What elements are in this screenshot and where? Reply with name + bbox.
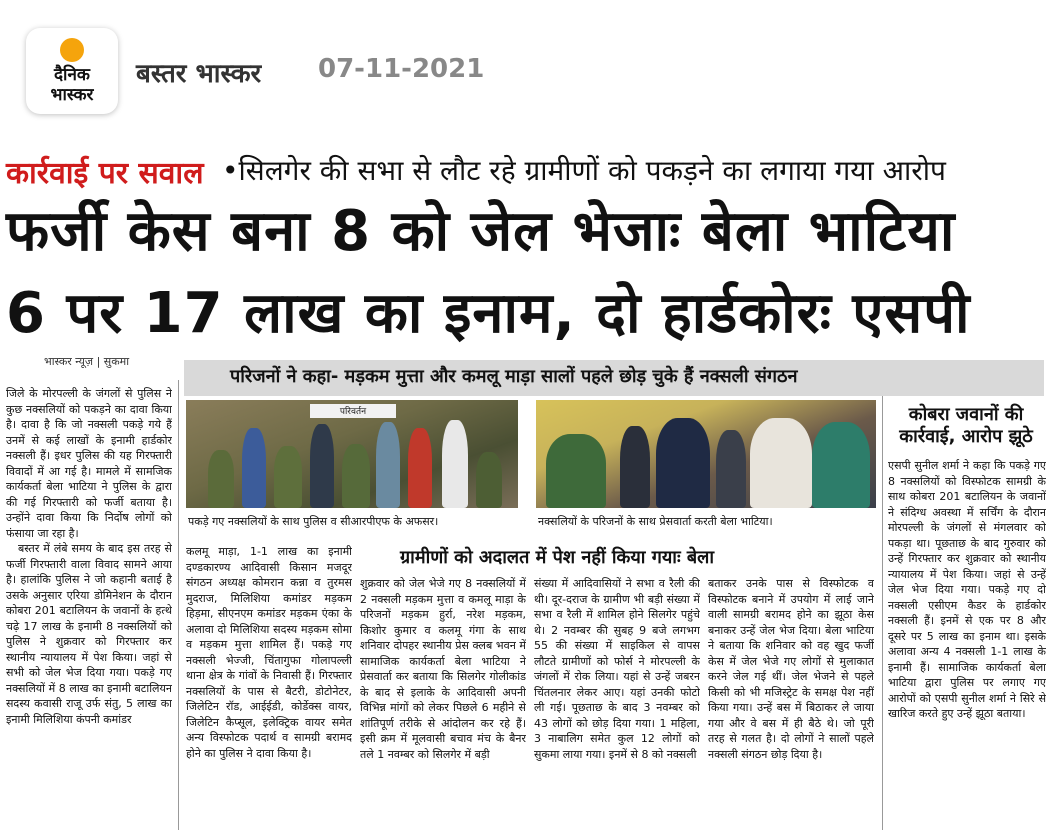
kicker: कार्रवाई पर सवाल xyxy=(6,156,204,191)
column-divider xyxy=(178,380,179,830)
paragraph: शुक्रवार को जेल भेजे गए 8 नक्सलियों में 2 नक्सली मड़कम मुत्ता व कमलू माड़ा के परिजनों मड़कम हुर्रा, नरेश मड़कम, किशोर कुमार व कलमू गंगा के साथ शनिवार दोपहर स्थानीय प्रेस क्लब भवन में सामाजिक कार्यकर्ता बेला भाटिया ने प्रेसवार्ता कर बताया कि सिलगेर गोलीकांड के बाद से इलाके के आदिवासी अपनी विभिन्न मांगों को लेकर पिछले 6 महीने से शांतिपूर्ण तरीके से आंदोलन कर रहे हैं। इसी क्रम में मूलवासी बचाव मंच के बैनर तले 1 नवम्बर को सिलगेर में बड़ी xyxy=(360,577,526,761)
sun-icon xyxy=(60,38,84,62)
sidebar-title: कोबरा जवानों की कार्रवाई, आरोप झूठे xyxy=(899,404,1033,447)
column-2 xyxy=(186,544,352,830)
column-1 xyxy=(6,386,172,828)
photo-arrested-naxals xyxy=(186,400,518,508)
paragraph: जिले के मोरपल्ली के जंगलों से पुलिस ने कुछ नक्सलियों को पकड़ने का दावा किया है। दावा है कि जो नक्सली पकड़े गये हैं उनमें से कई लाखों के इनामी हार्डकोर नक्सली हैं। इधर पुलिस की यह गिरफ्तारी विवादों में आ गई है। मामले में सामजिक कार्यकर्ता बेला भाटिया ने पुलिस के द्वारा की गई गिरफ्तारी को फर्जी बताया है। उन्होंने दावा किया कि निर्दोष लोगों को फंसाया जा रहा है। xyxy=(6,387,172,540)
logo-line2: भास्कर xyxy=(50,85,94,105)
headline-line2: 6 पर 17 लाख का इनाम, दो हार्डकोरः एसपी xyxy=(6,281,971,346)
column-5 xyxy=(708,576,874,830)
subkicker: •सिलगेर की सभा से लौट रहे ग्रामीणों को पकड़ने का लगाया गया आरोप xyxy=(222,154,946,187)
paragraph: बताकर उनके पास से विस्फोटक व विस्फोटक बनाने में उपयोग में लाई जाने वाली सामग्री बरामद होने का झूठा केस बनाकर उन्हें जेल भेज दिया। बेला भाटिया ने बताया कि शनिवार को वह खुद फर्जी केस में जेल भेजे गए लोगों से मुलाकात करने जेल गई थीं। जेल भेजने से पहले किसी को भी मजिस्ट्रेट के समक्ष पेश नहीं किया गया। उन्हें बस में बिठाकर ले जाया गया और वे बस में ही बैठे थे। जो पूरी तरह से गलत है। दो लोगों ने सालों पहले नक्सली संगठन छोड़ दिया है। xyxy=(708,577,874,761)
dainik-bhaskar-logo xyxy=(26,28,118,114)
middle-subhead: ग्रामीणों को अदालत में पेश नहीं किया गयाः बेला xyxy=(400,547,715,568)
byline: भास्कर न्यूज़ | सुकमा xyxy=(44,355,130,368)
column-3 xyxy=(360,576,526,830)
paragraph: बस्तर में लंबे समय के बाद इस तरह से फर्जी गिरफ्तारी वाला विवाद सामने आया है। हालांकि पुलिस ने जो कहानी बताई है उसके अनुसार एरिया डोमिनेशन के दौरान कोबरा 201 बटालियन के जवानों के हत्थे चढ़े 17 लाख के इनामी 8 नक्सलियों को पुलिस ने शुक्रवार को गिरफ्तार कर स्थानीय न्यायालय में पेश किया। जहां से सभी को जेल भेज दिया गया। पकड़े गए नक्सलियों में 8 लाख का इनामी बटालियन सदस्य कवासी राजू उर्फ संतु, 5 लाख का इनामी मिलिशिया कंपनी कमांडर xyxy=(6,542,172,726)
photo-press-conference xyxy=(536,400,876,508)
paragraph: एसपी सुनील शर्मा ने कहा कि पकड़े गए 8 नक्सलियों को विस्फोटक सामग्री के साथ कोबरा 201 बटालियन के जवानों ने संदिग्ध अवस्था में सर्चिंग के दौरान मोरपल्ली के जंगलों से मंगलवार को पकड़ा था। पूछताछ के बाद गुरुवार को उन्हें गिरफ्तार कर शुक्रवार को स्थानीय न्यायालय में पेश किया। जहां से उन्हें जेल भेज दिया गया। पकड़े गए दो नक्सली एसीएम कैडर के हार्डकोर नक्सली हैं। इनमें से एक पर 8 और दूसरे पर 5 लाख का इनाम था। इसके अलावा अन्य 4 नक्सली 1-1 लाख के इनामी हैं। सामाजिक कार्यकर्ता बेला भाटिया द्वारा पुलिस पर लगाए गए आरोपों को एसपी सुनील शर्मा ने सिरे से खारिज करते हुए उन्हें झूठा बताया। xyxy=(888,459,1046,720)
paragraph: कलमू माड़ा, 1-1 लाख का इनामी दण्डकारण्य आदिवासी किसान मजदूर संगठन अध्यक्ष कोमरान कन्ना व तुरमस मुदराज, मिलिशिया कमांडर मड़कम हिड़मा, सीएनएम कमांडर मड़कम एंका के अलावा दो मिलिशिया सदस्य मड़कम सोमा व मड़कम मुत्ता शामिल हैं। पकड़े गए नक्सली भेज्जी, चिंतागुफा गोलापल्ली थाना क्षेत्र के गांवों के निवासी हैं। गिरफ्तार नक्सलियों के पास से बैटरी, डोटोनेटर, जिलेटिन रॉड, आईईडी, कोर्डेक्स वायर, जिलेटिन कैप्सूल, इलेक्ट्रिक वायर समेत अन्य विस्फोटक पदार्थ व सामग्री बरामद होने का पुलिस ने दावा किया है। xyxy=(186,545,352,760)
subhead-band-text: परिजनों ने कहा- मड़कम मुत्ता और कमलू माड़ा सालों पहले छोड़ चुके हैं नक्सली संगठन xyxy=(230,366,798,387)
column-6 xyxy=(888,458,1046,830)
photo-caption-2: नक्सलियों के परिजनों के साथ प्रेसवार्ता करती बेला भाटिया। xyxy=(538,515,773,528)
publication-date: 07-11-2021 xyxy=(318,54,485,84)
sidebar-divider xyxy=(882,396,883,830)
logo-line1: दैनिक xyxy=(54,65,90,85)
photo-banner: परिवर्तन xyxy=(310,404,396,418)
paragraph: संख्या में आदिवासियों ने सभा व रैली की थी। दूर-दराज के ग्रामीण भी बड़ी संख्या में सभा व रैली में शामिल होने सिलगेर पहुंचे थे। 2 नवम्बर की सुबह 9 बजे लगभग 55 की संख्या में साइकिल से वापस लौटते ग्रामीणों को फोर्स ने मोरपल्ली के जंगलों में रोक लिया। यहां से उन्हें जबरन चिंतलनार लेकर आए। यहां उनकी फोटो ली गई। पूछताछ के बाद 3 नवम्बर को 43 लोगों को छोड़ दिया गया। 1 महिला, 3 नाबालिग समेत कुल 12 लोगों को सुकमा लाया गया। इनमें से 8 को नक्सली xyxy=(534,577,700,761)
headline-line1: फर्जी केस बना 8 को जेल भेजाः बेला भाटिया xyxy=(6,199,956,264)
photo-caption-1: पकड़े गए नक्सलियों के साथ पुलिस व सीआरपीएफ के अफसर। xyxy=(188,515,439,528)
column-4 xyxy=(534,576,700,830)
edition-name: बस्तर भास्कर xyxy=(136,59,262,89)
